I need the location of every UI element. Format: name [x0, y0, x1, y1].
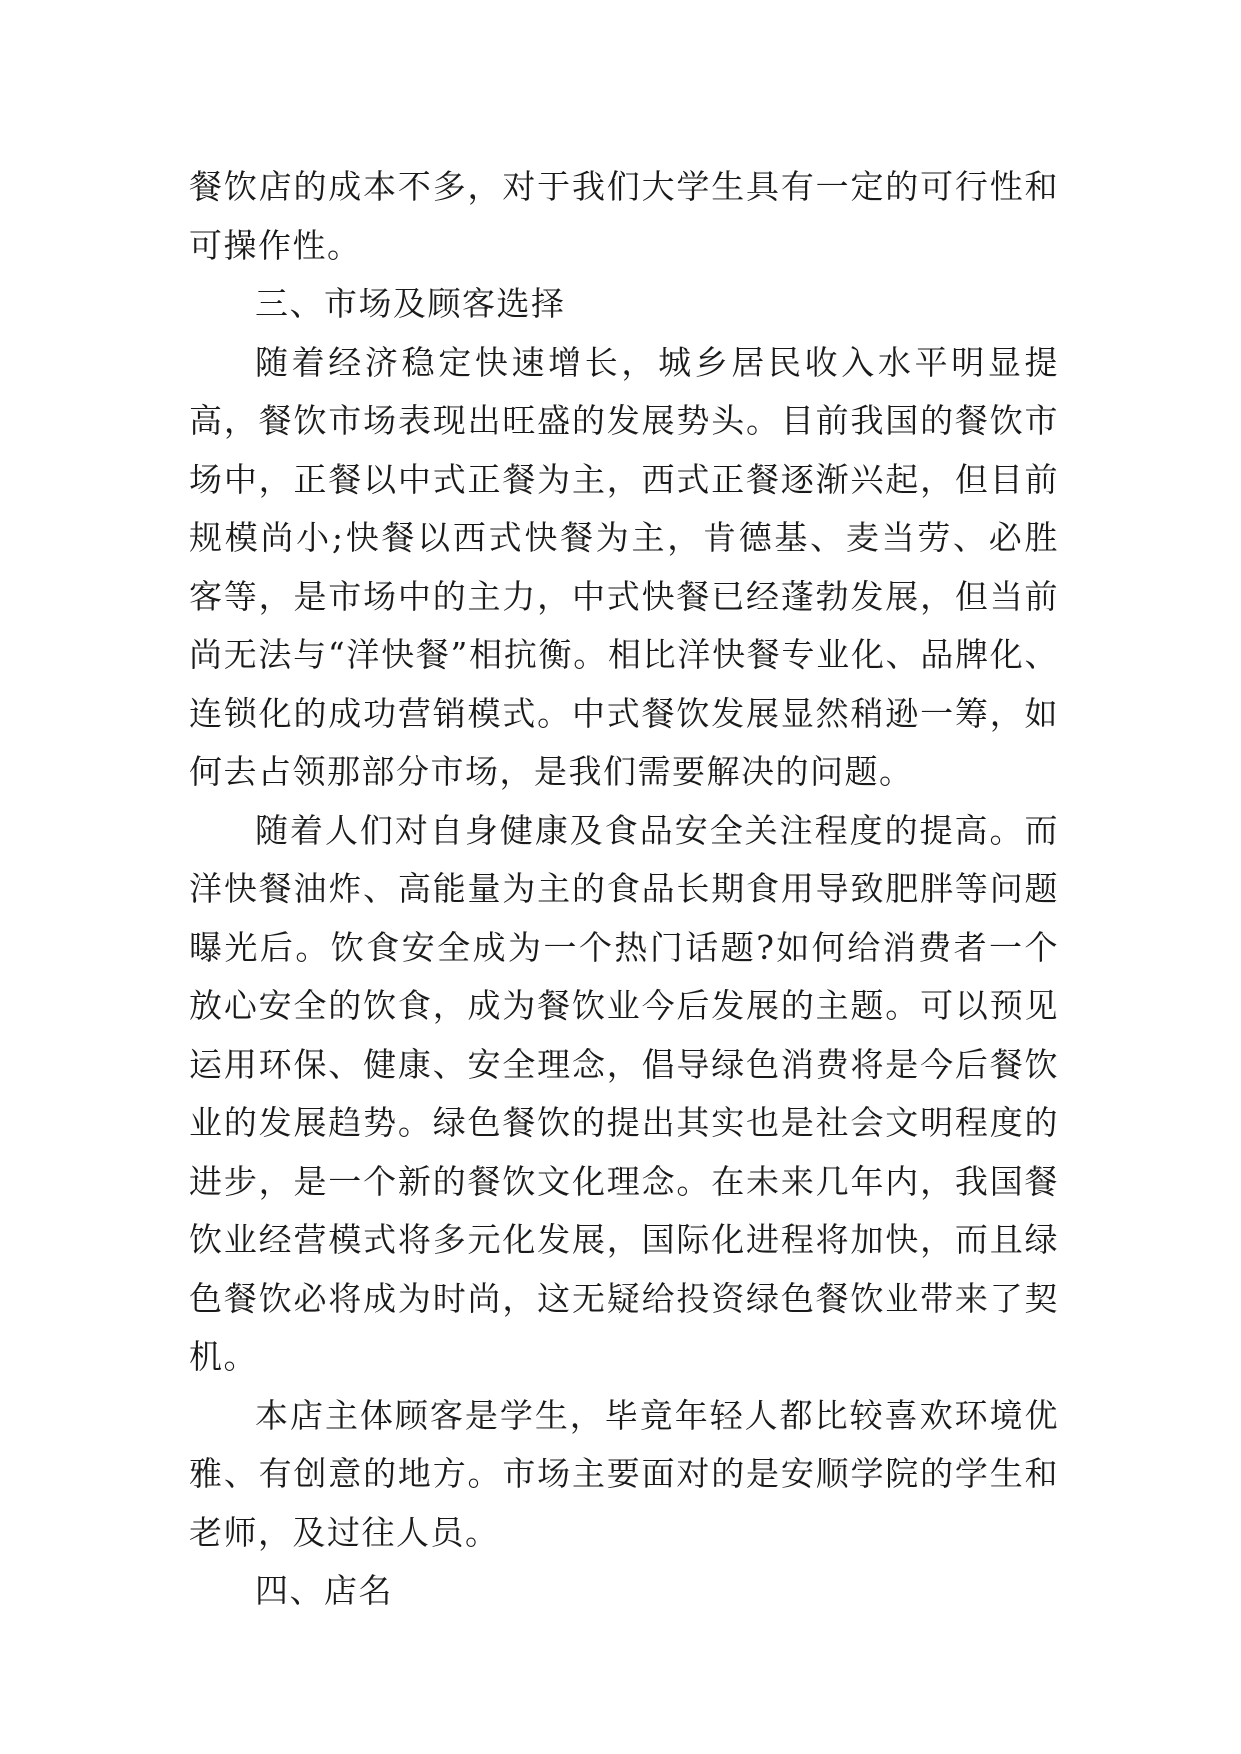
section-heading-market: 三、市场及顾客选择 — [255, 284, 566, 323]
document-body — [189, 158, 1059, 1621]
paragraph-target-customers: 本店主体顾客是学生，毕竟年轻人都比较喜欢环境优雅、有创意的地方。市场主要面对的是安顺学院的学生和老师，及过往人员。 — [189, 1395, 1059, 1552]
paragraph-health-trend: 随着人们对自身健康及食品安全关注程度的提高。而洋快餐油炸、高能量为主的食品长期食用导致肥胖等问题曝光后。饮食安全成为一个热门话题?如何给消费者一个放心安全的饮食，成为餐饮业今后发展的主题。可以预见运用环保、健康、安全理念，倡导绿色消费将是今后餐饮业的发展趋势。绿色餐饮的提出其实也是社会文明程度的进步，是一个新的餐饮文化理念。在未来几年内，我国餐饮业经营模式将多元化发展，国际化进程将加快，而且绿色餐饮必将成为时尚，这无疑给投资绿色餐饮业带来了契机。 — [189, 810, 1059, 1376]
section-heading-store-name: 四、店名 — [255, 1571, 393, 1610]
paragraph-market-overview: 随着经济稳定快速增长，城乡居民收入水平明显提高，餐饮市场表现出旺盛的发展势头。目前我国的餐饮市场中，正餐以中式正餐为主，西式正餐逐渐兴起，但目前规模尚小;快餐以西式快餐为主，肯德基、麦当劳、必胜客等，是市场中的主力，中式快餐已经蓬勃发展，但当前尚无法与“洋快餐”相抗衡。相比洋快餐专业化、品牌化、连锁化的成功营销模式。中式餐饮发展显然稍逊一筹，如何去占领那部分市场，是我们需要解决的问题。 — [189, 342, 1059, 791]
paragraph-continuation: 餐饮店的成本不多，对于我们大学生具有一定的可行性和可操作性。 — [189, 167, 1059, 265]
